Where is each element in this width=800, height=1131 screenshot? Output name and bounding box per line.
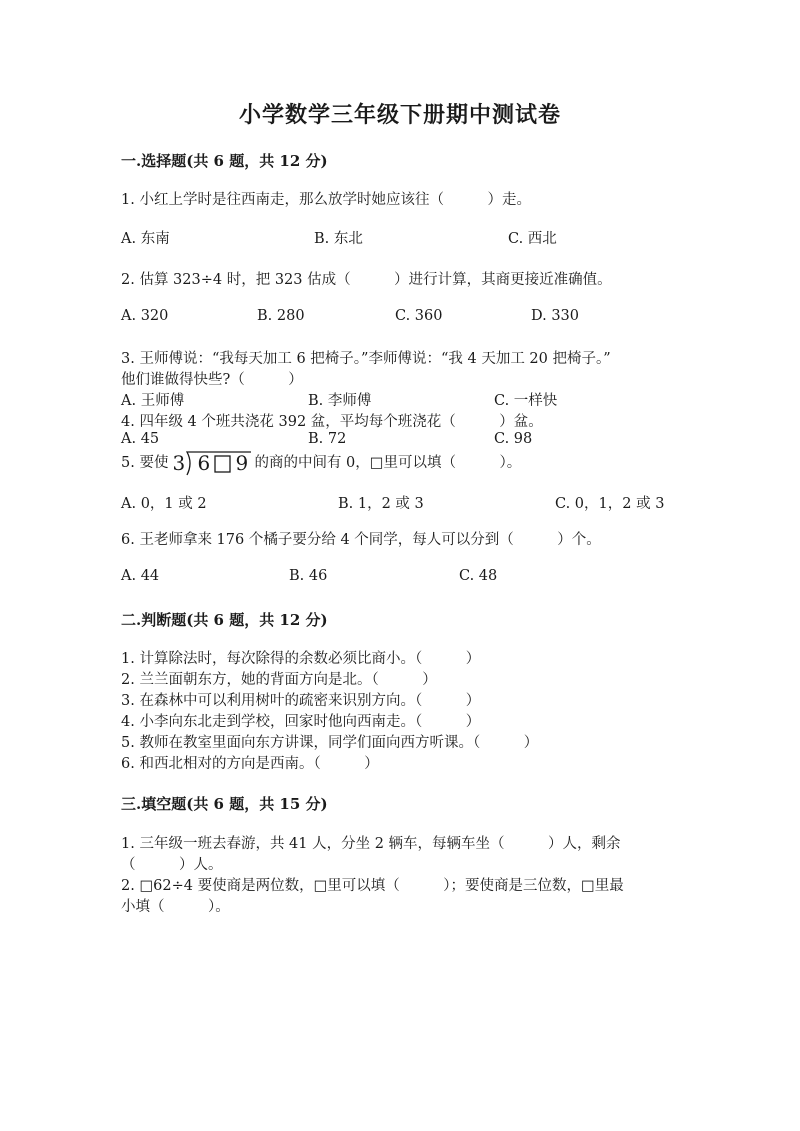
question-5-option-b: B. 1，2 或 3 — [338, 496, 424, 512]
division-divisor: 3 — [172, 451, 186, 475]
question-5-suffix: 的商的中间有 0，□里可以填（ ）。 — [254, 455, 522, 471]
question-3-stem-line2: 他们谁做得快些?（ ） — [121, 372, 303, 388]
question-5-stem — [121, 450, 521, 476]
judgement-item: 4. 小李向东北走到学校，回家时他向西南走。（ ） — [121, 714, 481, 730]
section-heading-fill-blank: 三.填空题(共 6 题，共 15 分) — [121, 795, 328, 813]
question-5-option-c: C. 0，1，2 或 3 — [555, 496, 665, 512]
judgement-item: 3. 在森林中可以利用树叶的疏密来识别方向。（ ） — [121, 693, 481, 709]
question-1-option-b: B. 东北 — [314, 231, 363, 247]
question-4-option-b: B. 72 — [308, 431, 347, 447]
question-1-option-c: C. 西北 — [508, 231, 557, 247]
question-2-option-c: C. 360 — [395, 308, 443, 324]
judgement-item: 6. 和西北相对的方向是西南。（ ） — [121, 756, 379, 772]
division-digit-3: 9 — [235, 451, 249, 475]
judgement-item: 5. 教师在教室里面向东方讲课，同学们面向西方听课。（ ） — [121, 735, 539, 751]
page-title: 小学数学三年级下册期中测试卷 — [238, 102, 561, 128]
long-division-figure — [169, 450, 253, 476]
fill-blank-item-1-line2: （ ）人。 — [121, 857, 223, 873]
section-heading-choice: 一.选择题(共 6 题，共 12 分) — [121, 152, 328, 170]
question-5-prefix: 5. 要使 — [121, 455, 169, 471]
division-digit-1: 6 — [197, 451, 211, 475]
question-6-option-c: C. 48 — [459, 568, 498, 584]
question-4-stem: 4. 四年级 4 个班共浇花 392 盆，平均每个班浇花（ ）盆。 — [121, 414, 543, 430]
question-2-option-a: A. 320 — [121, 308, 169, 324]
question-4-option-c: C. 98 — [494, 431, 533, 447]
question-1-stem: 1. 小红上学时是往西南走，那么放学时她应该往（ ）走。 — [121, 192, 531, 208]
fill-blank-item-1-line1: 1. 三年级一班去春游，共 41 人，分坐 2 辆车，每辆车坐（ ）人，剩余 — [121, 836, 621, 852]
question-3-option-a: A. 王师傅 — [121, 393, 185, 409]
question-5-option-a: A. 0，1 或 2 — [121, 496, 207, 512]
question-4-option-a: A. 45 — [121, 431, 160, 447]
question-2-option-d: D. 330 — [531, 308, 580, 324]
fill-blank-item-2-line1: 2. □62÷4 要使商是两位数，□里可以填（ ）；要使商是三位数，□里最 — [121, 878, 624, 894]
question-3-option-b: B. 李师傅 — [308, 393, 372, 409]
question-3-stem-line1: 3. 王师傅说：“我每天加工 6 把椅子。”李师傅说：“我 4 天加工 20 把椅子。” — [121, 351, 611, 367]
question-6-option-b: B. 46 — [289, 568, 328, 584]
question-2-option-b: B. 280 — [257, 308, 305, 324]
question-6-stem: 6. 王老师拿来 176 个橘子要分给 4 个同学，每人可以分到（ ）个。 — [121, 532, 601, 548]
fill-blank-item-2-line2: 小填（ ）。 — [121, 899, 230, 915]
judgement-item: 1. 计算除法时，每次除得的余数必须比商小。（ ） — [121, 651, 481, 667]
section-heading-judgement: 二.判断题(共 6 题，共 12 分) — [121, 611, 328, 629]
question-6-option-a: A. 44 — [121, 568, 160, 584]
question-1-option-a: A. 东南 — [121, 231, 170, 247]
question-2-stem: 2. 估算 323÷4 时，把 323 估成（ ）进行计算，其商更接近准确值。 — [121, 272, 612, 288]
question-3-option-c: C. 一样快 — [494, 393, 558, 409]
judgement-item: 2. 兰兰面朝东方，她的背面方向是北。（ ） — [121, 672, 437, 688]
